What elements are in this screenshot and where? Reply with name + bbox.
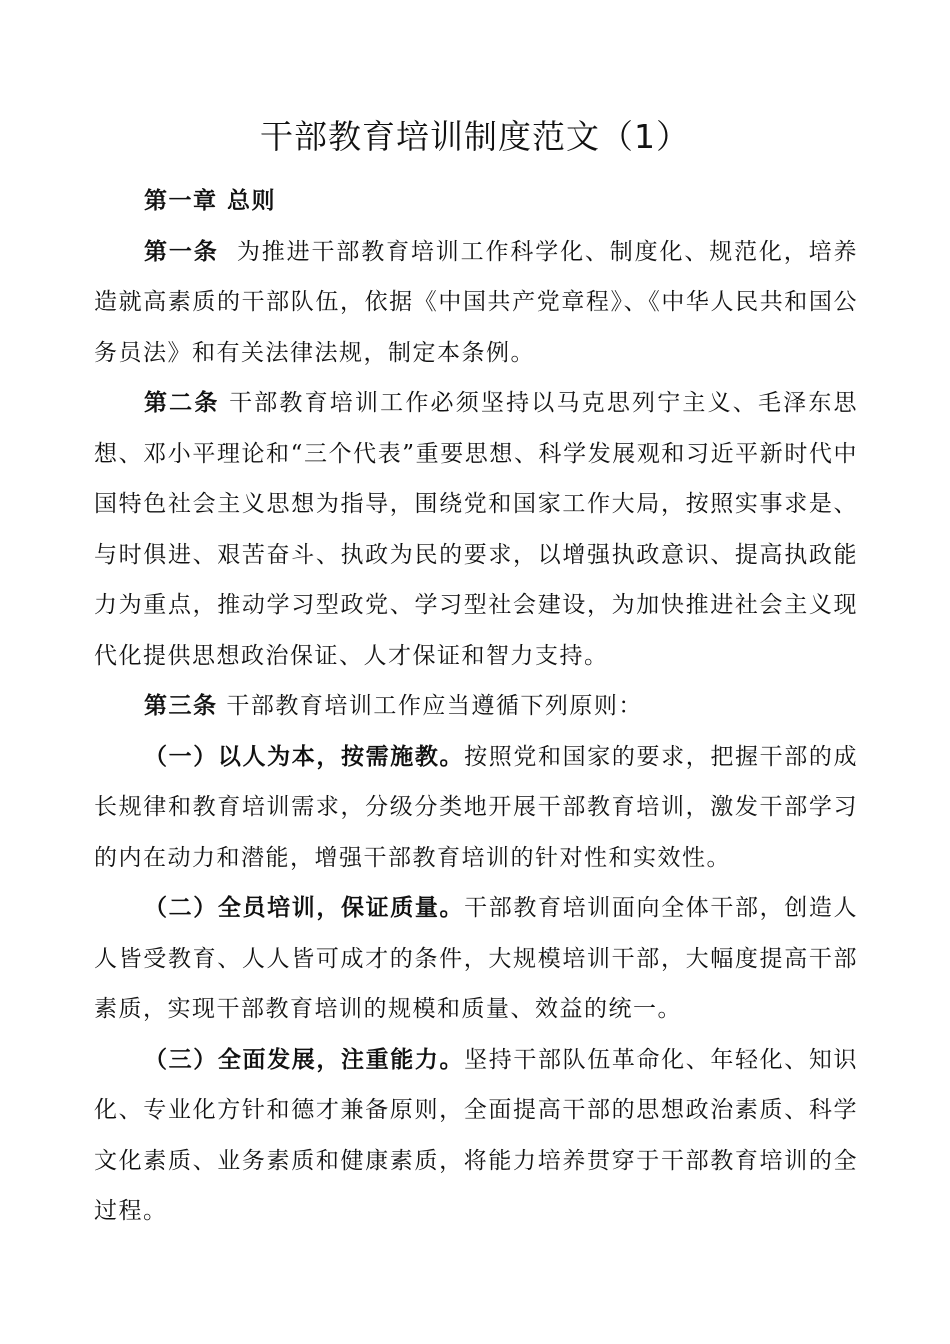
article-1-label: 第一条 [144, 238, 219, 265]
document-title: 干部教育培训制度范文（1） [260, 117, 690, 156]
article-1 [94, 227, 858, 379]
principle-1-text: 按照党和国家的要求，把握干部的成长规律和教育培训需求，分级分类地开展干部教育培训，激发干部学习的内在动力和潜能，增强干部教育培训的针对性和实效性。 [94, 743, 858, 871]
principle-1 [94, 732, 858, 884]
principle-3-heading: （三）全面发展，注重能力。 [144, 1046, 465, 1073]
article-2 [94, 378, 858, 681]
article-2-label: 第二条 [144, 390, 220, 416]
article-1-text: 为推进干部教育培训工作科学化、制度化、规范化，培养造就高素质的干部队伍，依据《中国共产党章程》、《中华人民共和国公务员法》和有关法律法规，制定本条例。 [94, 238, 859, 366]
principle-1-heading: （一）以人为本，按需施教。 [144, 743, 465, 770]
principle-3-text: 坚持干部队伍革命化、年轻化、知识化、专业化方针和德才兼备原则，全面提高干部的思想政治素质、科学文化素质、业务素质和健康素质，将能力培养贯穿于干部教育培训的全过程。 [94, 1046, 858, 1224]
principle-2-heading: （二）全员培训，保证质量。 [144, 895, 465, 921]
article-3-label: 第三条 [144, 693, 218, 719]
article-3-text: 干部教育培训工作应当遵循下列原则： [226, 693, 643, 719]
principle-2 [94, 883, 858, 1035]
article-3 [94, 681, 858, 732]
principle-3 [94, 1035, 858, 1237]
principle-2-text: 干部教育培训面向全体干部，创造人人皆受教育、人人皆可成才的条件，大规模培训干部，大幅度提高干部素质，实现干部教育培训的规模和质量、效益的统一。 [94, 895, 858, 1022]
chapter-heading: 第一章 总则 [144, 188, 277, 214]
document-body [94, 176, 858, 1237]
article-2-text: 干部教育培训工作必须坚持以马克思列宁主义、毛泽东思想、邓小平理论和“三个代表”重要思想、科学发展观和习近平新时代中国特色社会主义思想为指导，围绕党和国家工作大局，按照实事求是、与时俱进、艰苦奋斗、执政为民的要求，以增强执政意识、提高执政能力为重点，推动学习型政党、学习型社会建设，为加快推进社会主义现代化提供思想政治保证、人才保证和智力支持。 [94, 390, 859, 669]
